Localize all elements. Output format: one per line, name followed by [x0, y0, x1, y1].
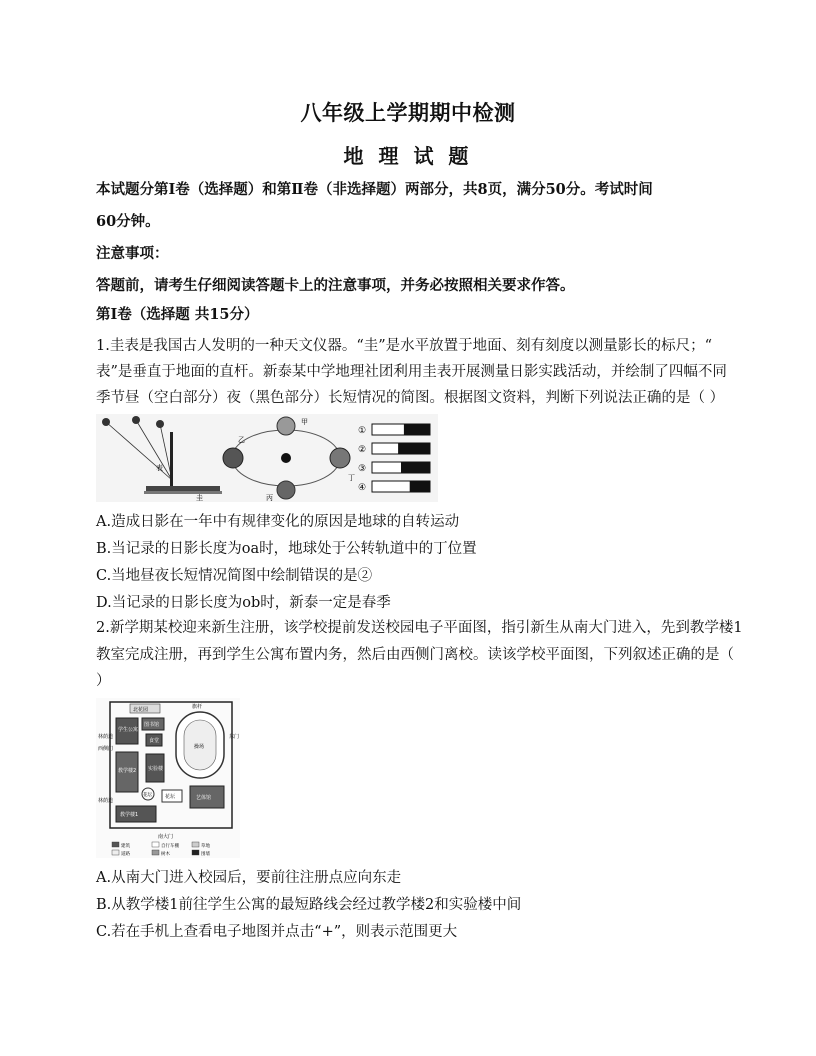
q1-option-d[interactable]: D.当记录的日影长度为ob时，新泰一定是春季 [96, 595, 391, 611]
q1-option-c[interactable]: C.当地昼夜长短情况简图中绘制错误的是② [96, 568, 373, 584]
legend-swatch [192, 850, 199, 855]
intro-line-2: 60分钟。 [96, 213, 160, 230]
label-teach-1: 教学楼1 [120, 812, 139, 818]
bar-label: ③ [358, 464, 367, 474]
legend-swatch [112, 842, 119, 847]
legend-label: 草地 [201, 844, 210, 849]
night-bar [398, 443, 430, 454]
legend-swatch [192, 842, 199, 847]
q2-stem-line-2: 教室完成注册，再到学生公寓布置内务，然后由西侧门离校。读该学校平面图，下列叙述正确的是（ [96, 647, 734, 663]
legend-swatch [152, 850, 159, 855]
legend-label: 道路 [121, 852, 130, 857]
q1-option-b[interactable]: B.当记录的日影长度为oa时，地球处于公转轨道中的丁位置 [96, 541, 477, 557]
label-yi: 乙 [238, 436, 245, 444]
q2-option-c[interactable]: C.若在手机上查看电子地图并点击“+”，则表示范围更大 [96, 924, 458, 940]
q1-stem-line-3: 季节昼（空白部分）夜（黑色部分）长短情况的简图。根据图文资料，判断下列说法正确的是（ ） [96, 390, 725, 406]
label-gui: 圭 [196, 494, 203, 502]
label-flagpole: 旗杆 [192, 704, 203, 710]
q2-stem-line-3: ） [96, 673, 111, 689]
bar-label: ④ [358, 483, 367, 493]
legend-label: 围墙 [201, 852, 210, 857]
page-subtitle: 地 理 试 题 [343, 144, 473, 168]
section-heading: 第Ⅰ卷（选择题 共15分） [96, 306, 259, 323]
label-west-gate: 西侧门 [98, 746, 114, 752]
bar-label: ② [358, 445, 367, 455]
label-ding: 丁 [348, 474, 355, 482]
night-bar [404, 424, 430, 435]
label-flower-bed-2: 花坛 [165, 794, 176, 800]
legend-label: 自行车棚 [161, 844, 179, 849]
q1-option-a[interactable]: A.造成日影在一年中有规律变化的原因是地球的自转运动 [96, 514, 460, 530]
intro-line-1: 本试题分第Ⅰ卷（选择题）和第Ⅱ卷（非选择题）两部分，共8页，满分50分。考试时间 [96, 181, 653, 198]
label-student-apt: 学生公寓 [118, 727, 139, 733]
q2-stem-line-1: 2.新学期某校迎来新生注册，该学校提前发送校园电子平面图，指引新生从南大门进入，先到教学楼1 [96, 620, 743, 636]
label-cafeteria: 食堂 [149, 738, 160, 744]
label-playground: 操场 [194, 744, 205, 750]
label-lab: 实验楼 [148, 766, 164, 772]
legend-label: 建筑 [121, 844, 130, 849]
label-biao: 表 [156, 464, 163, 472]
school-map [96, 698, 240, 858]
q1-stem-line-2: 表”是垂直于地面的直杆。新泰某中学地理社团利用圭表开展测量日影实践活动，并绘制了四幅不同 [96, 364, 727, 380]
notice-body: 答题前，请考生仔细阅读答题卡上的注意事项，并务必按照相关要求作答。 [96, 277, 575, 294]
label-lane-1: 林荫道 [98, 734, 114, 740]
label-bing: 丙 [266, 494, 273, 502]
label-north-garden: 北花园 [133, 707, 149, 713]
night-bar [401, 462, 430, 473]
legend-label: 树木 [161, 852, 170, 857]
label-art-hall: 艺体馆 [196, 795, 212, 801]
label-jia: 甲 [301, 418, 308, 426]
label-teach-2: 教学楼2 [118, 768, 137, 774]
legend-swatch [112, 850, 119, 855]
label-east-gate: 东门 [229, 734, 240, 740]
label-library: 图书馆 [144, 722, 160, 728]
bar-label: ① [358, 426, 367, 436]
q2-option-a[interactable]: A.从南大门进入校园后，要前往注册点应向东走 [96, 870, 402, 886]
notice-heading: 注意事项： [96, 245, 169, 262]
legend-swatch [152, 842, 159, 847]
q1-figure [96, 414, 438, 502]
q1-stem-line-1: 1.圭表是我国古人发明的一种天文仪器。“圭”是水平放置于地面、刻有刻度以测量影长的标尺；“ [96, 338, 713, 354]
label-lane-2: 林荫道 [98, 798, 114, 804]
page-title: 八年级上学期期中检测 [300, 100, 516, 125]
night-bar [410, 481, 430, 492]
label-flower-bed: 花坛 [143, 793, 152, 798]
label-south-gate: 南大门 [158, 834, 174, 840]
q2-option-b[interactable]: B.从教学楼1前往学生公寓的最短路线会经过教学楼2和实验楼中间 [96, 897, 522, 913]
